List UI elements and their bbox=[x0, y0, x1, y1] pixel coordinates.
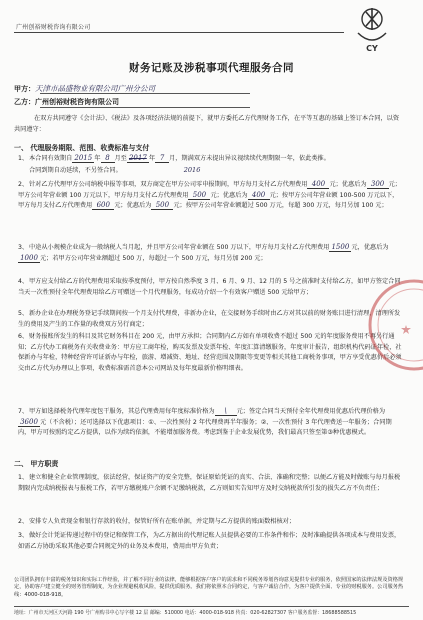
party-a-label: 甲方： bbox=[14, 85, 35, 93]
logo-text: CY bbox=[366, 44, 378, 53]
party-b-row bbox=[14, 97, 119, 107]
section1-title: 一、 代理服务期限、范围、收费标准与支付 bbox=[14, 144, 150, 152]
header-divider bbox=[14, 32, 344, 33]
footer-divider bbox=[14, 606, 409, 607]
party-a-handwritten: 天津市晶盛物业有限公司广州分公司 bbox=[35, 84, 155, 93]
header-company-name: 广州创裕财税咨询有限公司 bbox=[16, 24, 91, 31]
footer-address: 地址：广州市天河区天河路 190 号广州购书中心写字楼 12 层 邮编：510000 电话：4000-018-918 传真：020-62827307 客户服务监督：18688588515 bbox=[14, 610, 357, 616]
clause-2-1: 1、建立和健全企业管理制度，依法经营，保证资产的安全完整，保证原始凭证的真实、合法、准确和完整；以便乙方能及时做账与每月报税期限内完成纳税报表与报税工作，若甲方缴税账户余额不足缴纳税款，乙方则如实告知甲方及时交纳税款所引发的损失乙方不负责任； bbox=[18, 474, 401, 492]
handwritten-year-note: 2016 bbox=[183, 165, 201, 174]
company-seal-stamp bbox=[366, 225, 423, 425]
company-logo bbox=[352, 3, 392, 55]
clause-1-6: 6、财务报账所发生的科目及其它财务科目在 200 元，由甲方承担；合同期内乙方如有单项收费不超过 500 元的年度服务费用不再另行通知；乙方代办工商税务有关收费业务：甲方应工商年检，购买发票及发票年检、年度汇算清缴服务，年度审计报告，组织机构代码证年检，社保新办与年检，特种经营许可证新办与年检，旅游、增减资、地址、经营范围及期限等变更等相关其他工商税务事项，甲方享受优惠价后必须交由乙方代为办理以上事项，收费标准需首意本公司网站及每年度最新价格明细表。 bbox=[18, 333, 402, 372]
clause-1-7: 7、甲方如选择税务代理年度包干服务，其总代理费用每年度标准价格为 \ 元；签定合同当天预付全年代理费用优惠后代理价格为3600 元（不含税）；还可选择以下优惠项目：①、一次性预付 2 年代理费再半年服务；②、一次性预付 3 年代理费送一年服务；合同期内，甲方可按照约定乙方提供，以作为续约依据，不能增加服务费。考虑到鉴于企业发展优势，我们最高只签至第③种优惠模式。 bbox=[18, 407, 392, 437]
party-a-underline bbox=[40, 93, 250, 94]
section2-title: 二、 甲方职责 bbox=[14, 460, 59, 468]
clause-1-2: 2、针对乙方代理甲方公司纳税申报等事项，双方商定在甲方公司零申报期间，甲方每月支付乙方代理费用 400 元；优惠后为 300 元；甲方公司年营业额 100 万元以下，甲方每月支付乙方代理费用 500 元；优惠后为 400 元；按甲方公司年营业额 100-500 万元以下，甲方每月支付乙方代理费用 600 元；优惠后为 500 元；按甲方公司年营业额超过 500 万元，每超 300 万元，每月另加 100 元； bbox=[18, 180, 401, 210]
clause-2-3: 3、做好会计凭证传递过程中的登记和保管工作，为乙方据出的代理记账人员提供必要的工作条件和作；及时准确提供各项成本与费用发票，如需乙方协助采取其他必要合同规定外的业务及本费用，费用由甲方负责； bbox=[18, 532, 401, 550]
end-year: 2017 bbox=[127, 154, 149, 163]
intro-paragraph: 在双方共同遵守《会计法》、《税法》及各项经济法规的前提下，就甲方委托乙方代理财务工作，在平等互惠的基础上签订本合同，以资共同遵守： bbox=[14, 115, 400, 133]
party-b-name: 广州创裕财税咨询有限公司 bbox=[35, 98, 119, 106]
clause-2-2: 2、安排专人负责现金和银行存款的收付，保管好所有在账单据，并定期与乙方提供的账面数相核对； bbox=[18, 518, 296, 525]
clause-1-3: 3、中途从小规模企业成为一般纳税人当月起，并且甲方公司年营业额在 500 万以下，甲方每月支付乙方代理费用 1500 元，优惠后为1000 元；若甲方公司年营业额超过 500 万，每超过一个 500 万元，每月另加 200 元； bbox=[18, 243, 389, 262]
clause-1-5: 5、新办企业在办理税务登记手续期间按一个月支付代理费，非新办企业，在交接财务手续时由乙方对其以前的财务账目进行清理，清理所发生的费用及产生的工作量的收费双方另行商定； bbox=[18, 310, 401, 328]
party-b-underline bbox=[40, 107, 250, 108]
party-b-label: 乙方： bbox=[14, 98, 35, 106]
end-month: 7 bbox=[155, 154, 169, 163]
logo-mark bbox=[366, 8, 378, 30]
document-title: 财务记账及涉税事项代理服务合同 bbox=[129, 62, 294, 74]
start-month: 8 bbox=[101, 154, 115, 163]
clause-1-1: 1、本合同有效期自 2015 年 8 月至 2017 年 7 月，期满双方未提出异议视续续代理期限一年，依此类推。 合同到期自动延续，不另签合同。 2016 bbox=[18, 154, 330, 174]
start-year: 2015 bbox=[72, 154, 94, 163]
logo-swoosh bbox=[358, 33, 386, 40]
footer-text: 公司团队拥有丰富的税务知识和实际工作经验，并了解不同行业的法律，能够根据客户客户的需求和不同税务筹划咨询意见提供专业的服务，依照国家的法律法规及资格规定，协助客户建立健全的财务管理制度，为企业规避税收风险，提供优质服务。我们将依照本合同约定，与客户诚信合作，为客户提供全面、专业的财税服务。公司服务热线：4000-018-918。 bbox=[14, 577, 404, 598]
clause-1-4: 4、甲方应支付给乙方的代理费用采取按季度预付，甲方按自然季度 3 月、6 月、9 月、12 月的 5 号之前准时支付给乙方，如甲方签定合同当天一次性预付全年代理费用给乙方可赠送一个月代理服务，每成功介绍一个有效客户赠送 500 元给甲方； bbox=[18, 278, 401, 296]
